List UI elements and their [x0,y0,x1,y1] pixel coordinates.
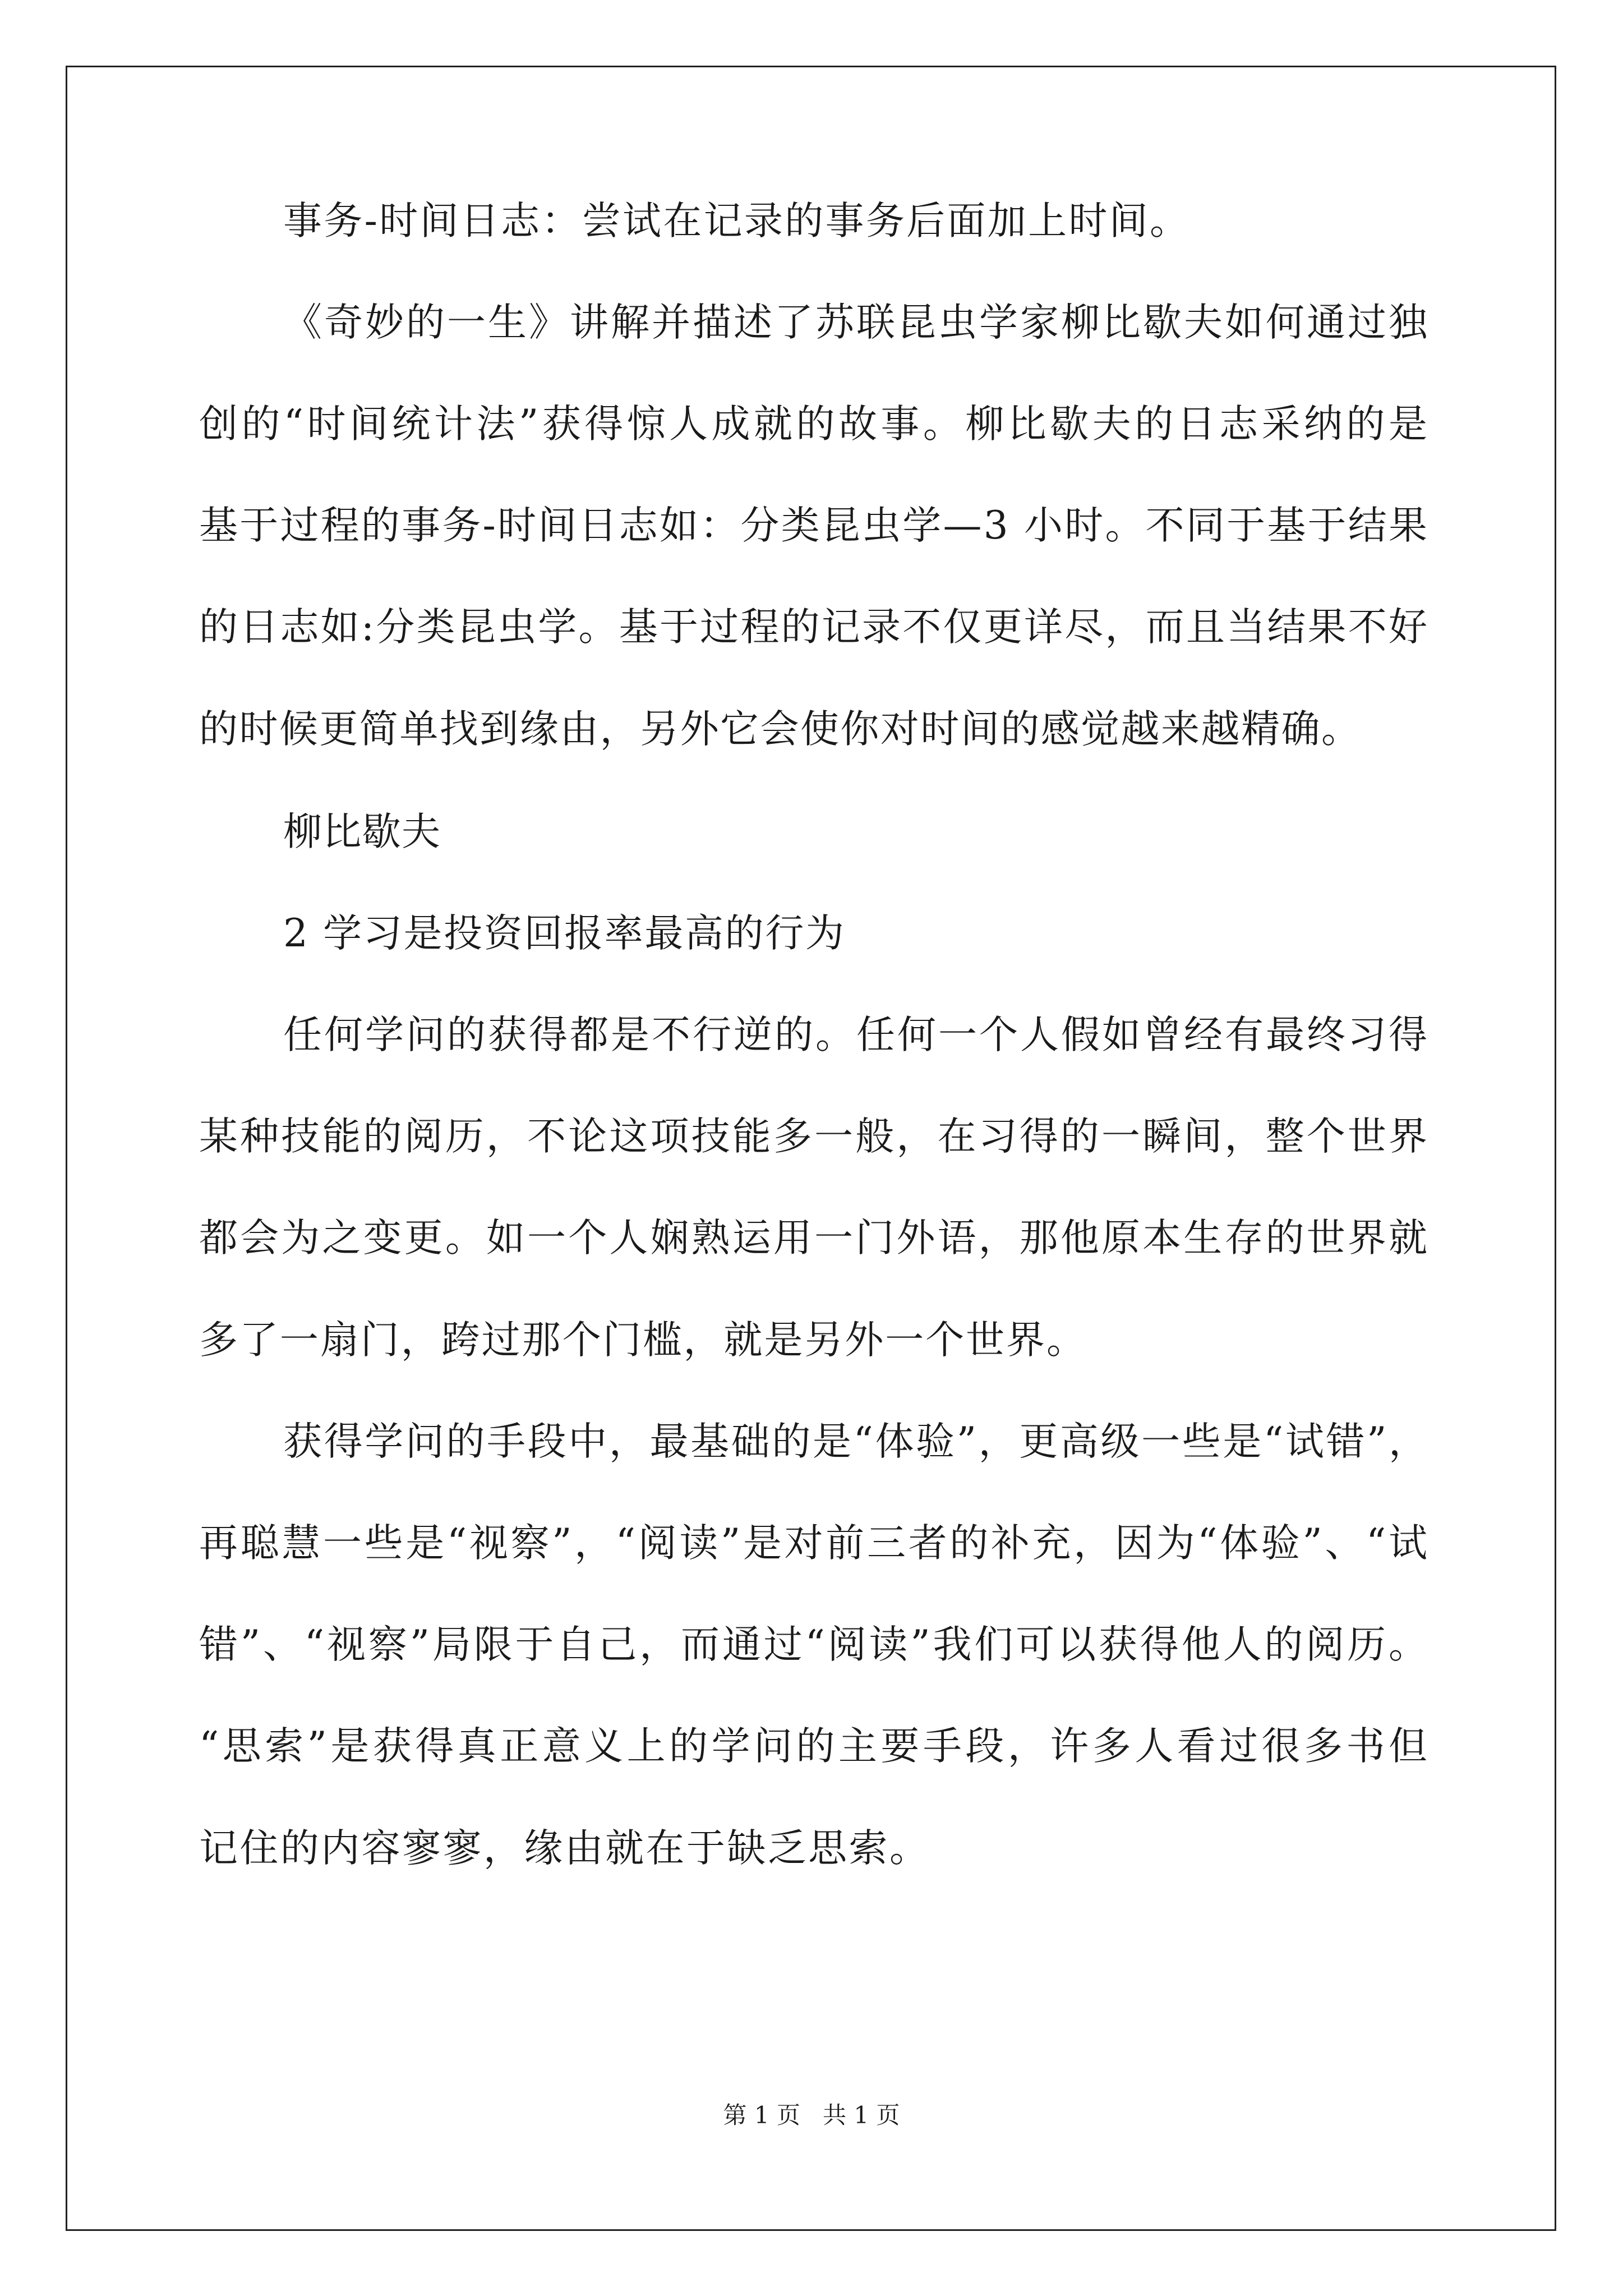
text-line-13-text: 获得学问的手段中，最基础的是“体验”，更高级一些是“试错”， [283,1419,1430,1464]
text-line-16 [199,1723,1431,1770]
text-line-13 [283,1418,1430,1465]
text-line-6-text: 的时候更简单找到缘由，另外它会使你对时间的感觉越来越精确。 [199,707,1362,752]
text-line-14-text: 再聪慧一些是“视察”，“阅读”是对前三者的补充，因为“体验”、“试 [199,1521,1430,1566]
text-line-5 [199,604,1429,651]
text-line-1 [283,197,1190,245]
text-line-11 [199,1214,1430,1262]
text-line-11-text: 都会为之变更。如一个人娴熟运用一门外语，那他原本生存的世界就 [199,1216,1430,1260]
text-line-7 [283,808,441,855]
text-line-2 [283,299,1430,346]
text-line-3 [199,401,1431,448]
text-line-3-text: 创的“时间统计法”获得惊人成就的故事。柳比歇夫的日志采纳的是 [199,402,1431,447]
text-line-14 [199,1520,1430,1567]
text-line-16-text: “思索”是获得真正意义上的学问的主要手段，许多人看过很多书但 [199,1724,1431,1769]
text-line-15 [199,1621,1430,1668]
text-line-12-text: 多了一扇门，跨过那个门槛，就是另外一个世界。 [199,1318,1087,1363]
text-line-2-text: 《奇妙的一生》讲解并描述了苏联昆虫学家柳比歇夫如何通过独 [283,300,1430,345]
text-line-10-text: 某种技能的阅历，不论这项技能多一般，在习得的一瞬间，整个世界 [199,1114,1430,1159]
section-heading-text: 2 学习是投资回报率最高的行为 [283,911,846,956]
text-line-15-text: 错”、“视察”局限于自己，而通过“阅读”我们可以获得他人的阅历。 [199,1622,1430,1667]
text-line-5-text: 的日志如:分类昆虫学。基于过程的记录不仅更详尽，而且当结果不好 [199,605,1430,650]
text-line-4-text: 基于过程的事务-时间日志如：分类昆虫学—3 小时。不同于基于结果 [199,503,1430,548]
text-line-4 [199,502,1429,549]
text-line-12 [199,1317,1087,1364]
text-line-9 [283,1011,1430,1059]
text-line-1-text: 事务-时间日志：尝试在记录的事务后面加上时间。 [283,199,1191,243]
page-number-label: 第 1 页 共 1 页 [723,2101,900,2129]
text-line-7-text: 柳比歇夫 [283,809,441,854]
section-heading [283,910,846,957]
text-line-10 [199,1113,1430,1160]
text-line-6 [199,706,1361,753]
text-line-17 [199,1825,930,1872]
page-number-footer [0,2101,1623,2129]
text-line-17-text: 记住的内容寥寥，缘由就在于缺乏思索。 [199,1826,930,1871]
text-line-9-text: 任何学问的获得都是不行逆的。任何一个人假如曾经有最终习得 [283,1013,1430,1057]
